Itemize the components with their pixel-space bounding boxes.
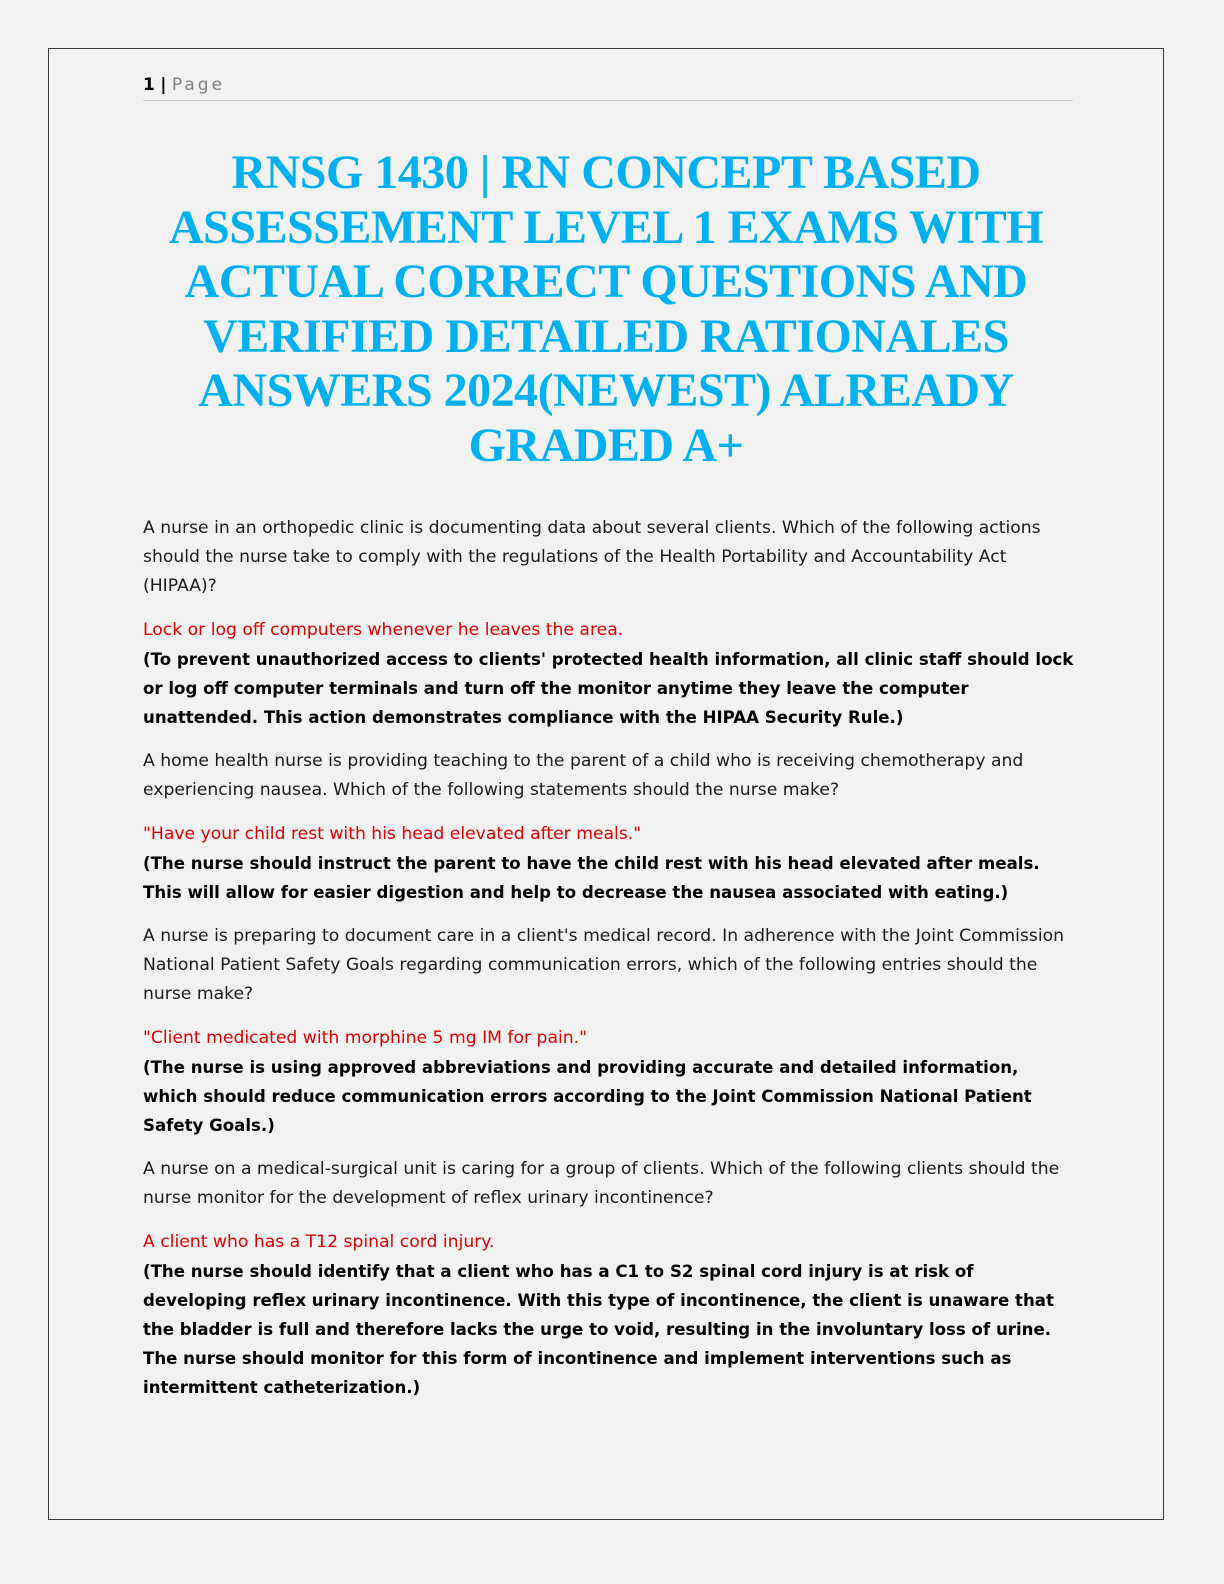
qa-item [143,747,1078,907]
header-separator: | [160,75,167,95]
rationale-text: (To prevent unauthorized access to clients' protected health information, all clinic staff should lock or log off computer terminals and turn off the monitor anytime they leave the computer unattended. This action demonstrates compliance with the HIPAA Security Rule.) [143,650,1074,727]
question-text: A nurse on a medical-surgical unit is caring for a group of clients. Which of the following clients should the nurse monitor for the development of reflex urinary incontinence? [143,1159,1060,1208]
question-text: A home health nurse is providing teaching to the parent of a child who is receiving chemotherapy and experiencing nausea. Which of the following statements should the nurse make? [143,751,1024,800]
answer-text: "Client medicated with morphine 5 mg IM for pain." [143,1028,588,1048]
qa-list [143,514,1078,1417]
answer-text: Lock or log off computers whenever he leaves the area. [143,620,624,640]
answer-text: "Have your child rest with his head elevated after meals." [143,824,642,844]
qa-item [143,1155,1078,1402]
rationale-text: (The nurse should instruct the parent to have the child rest with his head elevated after meals. This will allow for easier digestion and help to decrease the nausea associated with eating.) [143,854,1040,902]
page-number: 1 [143,75,155,95]
question-text: A nurse is preparing to document care in a client's medical record. In adherence with the Joint Commission National Patient Safety Goals regarding communication errors, which of the following entries should the nurse make? [143,926,1065,1004]
qa-item [143,922,1078,1140]
qa-item [143,514,1078,732]
rationale-text: (The nurse is using approved abbreviations and providing accurate and detailed information, which should reduce communication errors according to the Joint Commission National Patient Safety Goals.) [143,1058,1032,1135]
page-header [143,72,1073,101]
question-text: A nurse in an orthopedic clinic is documenting data about several clients. Which of the following actions should the nurse take to comply with the regulations of the Health Portability and Accountability Act (HIPAA)? [143,518,1041,596]
answer-text: A client who has a T12 spinal cord injury. [143,1232,495,1252]
rationale-text: (The nurse should identify that a client who has a C1 to S2 spinal cord injury is at risk of developing reflex urinary incontinence. With this type of incontinence, the client is unaware that the bladder is full and therefore lacks the urge to void, resulting in the involuntary loss of urine. The nurse should monitor for this form of incontinence and implement interventions such as intermittent catheterization.) [143,1262,1054,1397]
page-label: Page [171,75,226,95]
document-title: RNSG 1430 | RN CONCEPT BASED ASSESSEMENT LEVEL 1 EXAMS WITH ACTUAL CORRECT QUESTIONS AND VERIFIED DETAILED RATIONALES ANSWERS 2024(NEWEST) ALREADY GRADED A+ [168,146,1044,472]
